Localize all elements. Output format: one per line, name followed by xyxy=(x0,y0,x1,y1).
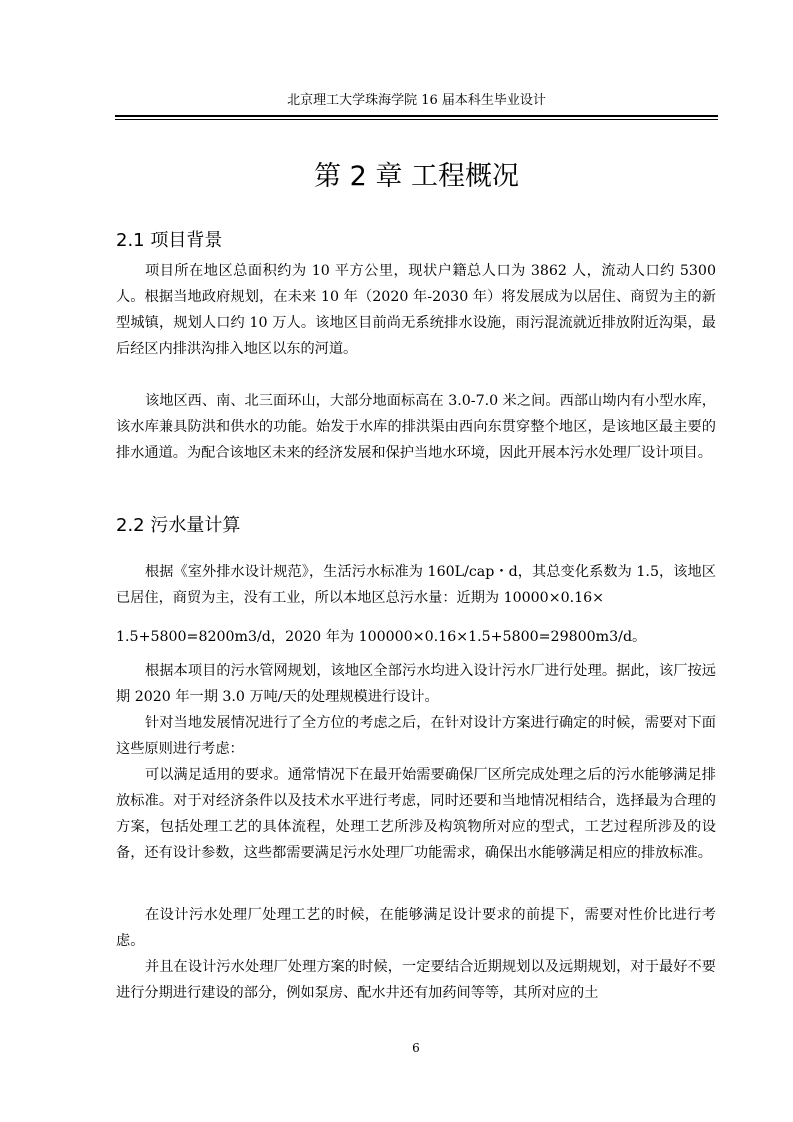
page-header: 北京理工大学珠海学院 16 届本科生毕业设计 xyxy=(287,93,546,108)
page-number: 6 xyxy=(412,1041,420,1055)
paragraph-applicability: 可以满足适用的要求。通常情况下在最开始需要确保厂区所完成处理之后的污水能够满足排放标准。对于对经济条件以及技术水平进行考虑，同时还要和当地情况相结合，选择最为合理的方案，包括处理工艺的具体流程，处理工艺所涉及构筑物所对应的型式，工艺过程所涉及的设备，还有设计参数，这些都需要满足污水处理厂功能需求，确保出水能够满足相应的排放标准。 xyxy=(116,767,716,861)
paragraph-design-principles-intro: 针对当地发展情况进行了全方位的考虑之后，在针对设计方案进行确定的时候，需要对下面这些原则进行考虑： xyxy=(116,715,716,757)
paragraph-pipe-network: 根据本项目的污水管网规划，该地区全部污水均进入设计污水厂进行处理。据此，该厂按远期 2020 年一期 3.0 万吨/天的处理规模进行设计。 xyxy=(116,663,716,705)
section-title-2-1: 2.1 项目背景 xyxy=(116,230,223,251)
paragraph-sewage-formula: 1.5+5800=8200m3/d，2020 年为 100000×0.16×1.5+5800=29800m3/d。 xyxy=(116,629,647,645)
paragraph-terrain: 该地区西、南、北三面环山，大部分地面标高在 3.0-7.0 米之间。西部山坳内有小型水库，该水库兼具防洪和供水的功能。始发于水库的排洪渠由西向东贯穿整个地区，是该地区最主要的排水通道。为配合该地区未来的经济发展和保护当地水环境，因此开展本污水处理厂设计项目。 xyxy=(116,393,716,461)
paragraph-phased-construction: 并且在设计污水处理厂处理方案的时候，一定要结合近期规划以及远期规划，对于最好不要进行分期进行建设的部分，例如泵房、配水井还有加药间等等，其所对应的土 xyxy=(116,959,716,1001)
header-rule-thick xyxy=(115,115,718,117)
header-rule-thin xyxy=(115,119,718,120)
section-title-2-2: 2.2 污水量计算 xyxy=(116,515,241,536)
chapter-title: 第 2 章 工程概况 xyxy=(314,161,519,192)
paragraph-project-location: 项目所在地区总面积约为 10 平方公里，现状户籍总人口为 3862 人，流动人口约 5300 人。根据当地政府规划，在未来 10 年（2020 年-2030 年）将发展成为以居住、商贸为主的新型城镇，规划人口约 10 万人。该地区目前尚无系统排水设施，雨污混流就近排放附近沟渠，最后经区内排洪沟排入地区以东的河道。 xyxy=(116,263,716,357)
paragraph-cost-performance: 在设计污水处理厂处理工艺的时候，在能够满足设计要求的前提下，需要对性价比进行考虑。 xyxy=(116,907,716,949)
paragraph-sewage-standard: 根据《室外排水设计规范》，生活污水标准为 160L/cap・d，其总变化系数为 1.5，该地区已居住，商贸为主，没有工业，所以本地区总污水量：近期为 10000×0.16× xyxy=(116,564,716,606)
